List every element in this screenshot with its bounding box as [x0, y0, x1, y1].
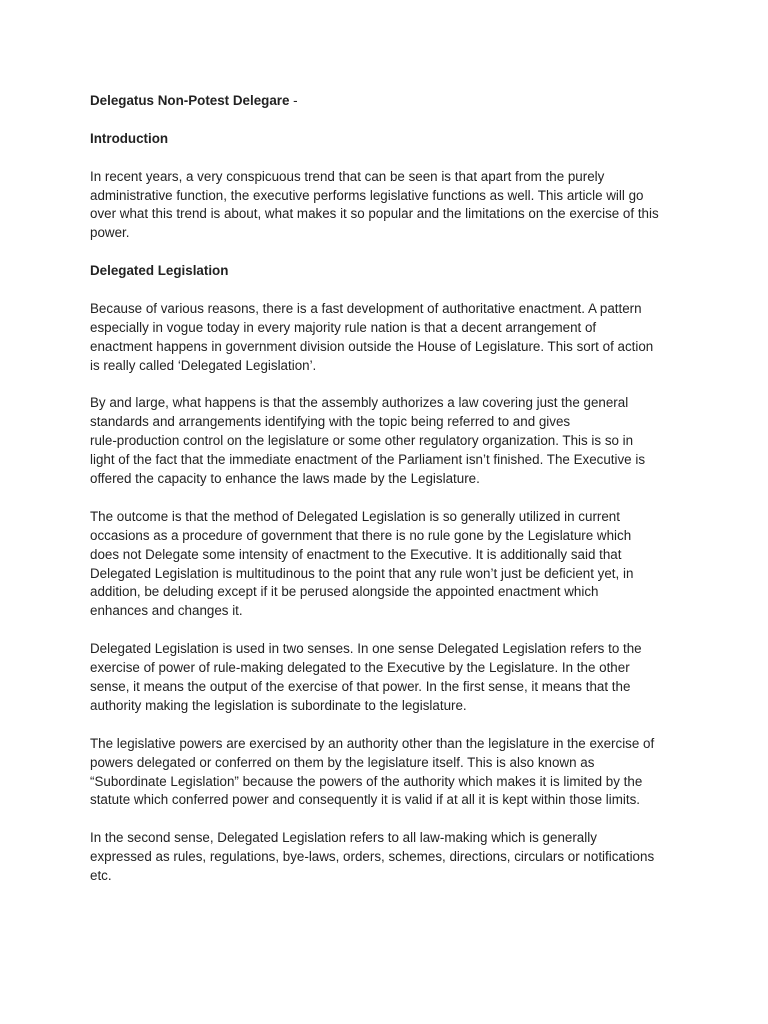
text-line: The legislative powers are exercised by an authority other than the legislature in the exercise of	[90, 735, 655, 751]
text-line: does not Delegate some intensity of enactment to the Executive. It is additionally said that	[90, 546, 622, 562]
text-line: etc.	[90, 868, 112, 884]
text-line: especially in vogue today in every majority rule nation is that a decent arrangement of	[90, 319, 597, 335]
text-line: The outcome is that the method of Delegated Legislation is so generally utilized in current	[90, 508, 620, 524]
text-line: standards and arrangements identifying with the topic being referred to and gives	[90, 414, 571, 430]
text-line: Because of various reasons, there is a fast development of authoritative enactment. A pattern	[90, 300, 642, 316]
document-content	[90, 92, 680, 905]
text-line: statute which conferred power and consequently it is valid if at all it is kept within those limits.	[90, 792, 641, 808]
text-line: light of the fact that the immediate enactment of the Parliament isn’t finished. The Executive is	[90, 452, 646, 468]
text-line: Delegated Legislation is used in two senses. In one sense Delegated Legislation refers to the	[90, 641, 642, 657]
document-title: Delegatus Non-Potest Delegare	[90, 93, 290, 108]
section-heading-delegated-legislation: Delegated Legislation	[90, 263, 229, 279]
section-heading-introduction: Introduction	[90, 130, 169, 146]
text-line: Delegated Legislation is multitudinous to the point that any rule won’t just be deficient yet, in	[90, 565, 634, 581]
text-line: enhances and changes it.	[90, 603, 243, 619]
text-line: administrative function, the executive performs legislative functions as well. This article will go	[90, 187, 644, 203]
text-line: is really called ‘Delegated Legislation’.	[90, 357, 317, 373]
text-line: rule-production control on the legislature or some other regulatory organization. This is so in	[90, 433, 634, 449]
paragraph	[90, 829, 680, 886]
text-line: sense, it means the output of the exercise of that power. In the first sense, it means that the	[90, 678, 631, 694]
paragraph	[90, 300, 680, 376]
document-title-line	[90, 92, 680, 111]
text-line: exercise of power of rule-making delegated to the Executive by the Legislature. In the other	[90, 660, 630, 676]
text-line: authority making the legislation is subordinate to the legislature.	[90, 697, 467, 713]
text-line: enactment happens in government division outside the House of Legislature. This sort of action	[90, 338, 654, 354]
text-line: occasions as a procedure of government that there is no rule gone by the Legislature which	[90, 527, 632, 543]
text-line: over what this trend is about, what makes it so popular and the limitations on the exercise of this	[90, 206, 659, 222]
text-line: power.	[90, 225, 130, 241]
paragraph	[90, 508, 680, 621]
text-line: In recent years, a very conspicuous trend that can be seen is that apart from the purely	[90, 168, 605, 184]
text-line: “Subordinate Legislation” because the powers of the authority which makes it is limited by the	[90, 773, 643, 789]
paragraph	[90, 640, 680, 716]
text-line: In the second sense, Delegated Legislation refers to all law-making which is generally	[90, 830, 597, 846]
text-line: addition, be deluding except if it be perused alongside the appointed enactment which	[90, 584, 599, 600]
paragraph	[90, 735, 680, 811]
document-title-suffix: -	[289, 93, 298, 108]
paragraph	[90, 168, 680, 244]
text-line: By and large, what happens is that the assembly authorizes a law covering just the general	[90, 395, 629, 411]
text-line: powers delegated or conferred on them by the legislature itself. This is also known as	[90, 754, 595, 770]
paragraph	[90, 394, 680, 489]
text-line: offered the capacity to enhance the laws made by the Legislature.	[90, 471, 480, 487]
text-line: expressed as rules, regulations, bye-laws, orders, schemes, directions, circulars or notifications	[90, 849, 655, 865]
